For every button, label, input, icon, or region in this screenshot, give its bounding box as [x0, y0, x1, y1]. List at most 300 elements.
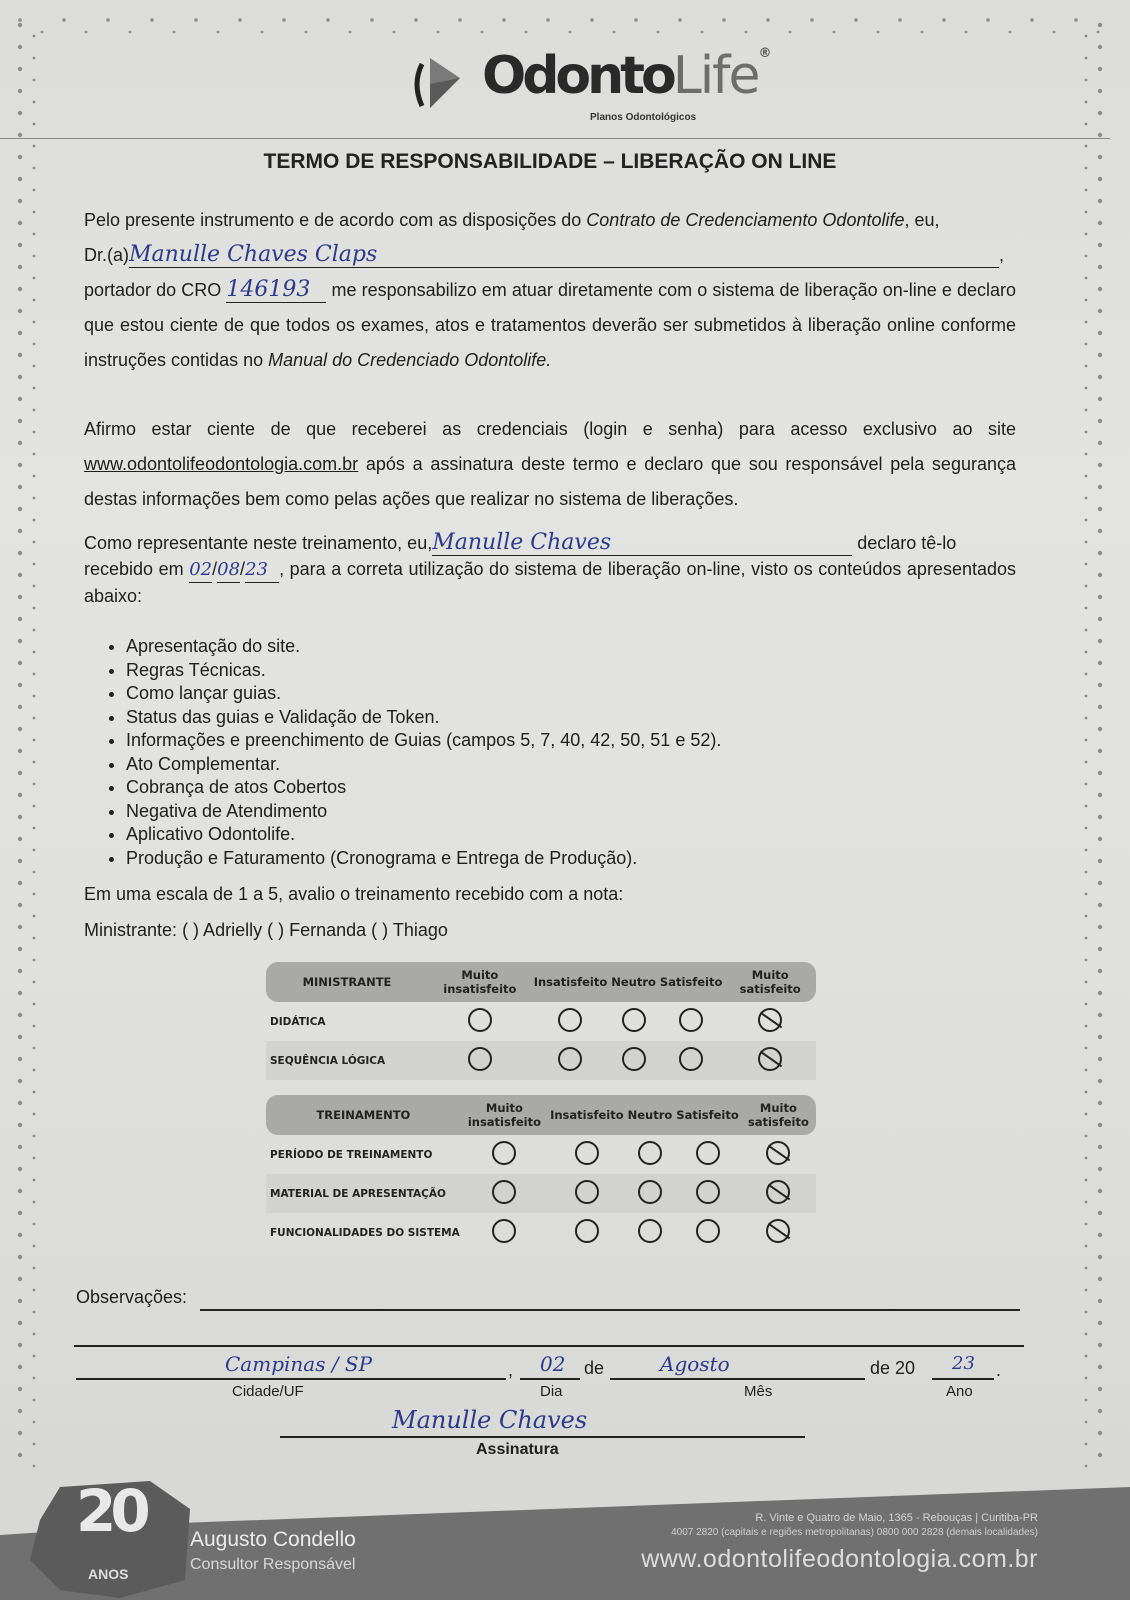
decorative-dot	[33, 1135, 36, 1138]
decorative-dot	[33, 783, 36, 786]
rating-cell	[724, 1002, 816, 1041]
month-field[interactable]	[610, 1378, 865, 1380]
radio-option[interactable]	[492, 1180, 516, 1204]
decorative-dot	[481, 31, 484, 34]
rating-cell	[548, 1135, 626, 1174]
decorative-dot	[1098, 793, 1102, 797]
rating-cell	[674, 1135, 740, 1174]
decorative-dot	[1098, 529, 1102, 533]
decorative-dot	[33, 475, 36, 478]
decorative-dot	[1085, 629, 1088, 632]
decorative-dot	[129, 31, 132, 34]
decorative-dot	[1053, 31, 1056, 34]
decorative-dot	[1098, 595, 1102, 599]
decorative-dot	[1098, 991, 1102, 995]
decorative-dot	[1098, 485, 1102, 489]
decorative-dot	[1085, 79, 1088, 82]
decorative-dot	[1098, 705, 1102, 709]
decorative-dot	[18, 617, 22, 621]
decorative-dot	[1098, 1167, 1102, 1171]
decorative-dot	[33, 101, 36, 104]
radio-option-selected[interactable]	[758, 1008, 782, 1032]
decorative-dot	[18, 419, 22, 423]
decorative-dot	[1085, 915, 1088, 918]
decorative-dot	[18, 969, 22, 973]
paragraph-credentials	[84, 412, 1016, 517]
decorative-dot	[1085, 1025, 1088, 1028]
logo-wordmark-bold: Odonto	[482, 46, 673, 106]
decorative-dot	[1085, 101, 1088, 104]
radio-option[interactable]	[696, 1180, 720, 1204]
decorative-dot	[1085, 211, 1088, 214]
decorative-dot	[33, 299, 36, 302]
cro-field[interactable]: 146193	[226, 278, 326, 303]
column-header: Neutro	[609, 962, 658, 1002]
decorative-dot	[1085, 255, 1088, 258]
decorative-dot	[1098, 265, 1102, 269]
decorative-dot	[33, 497, 36, 500]
decorative-dot	[33, 563, 36, 566]
decorative-dot	[921, 31, 924, 34]
decorative-dot	[33, 1047, 36, 1050]
decorative-dot	[1098, 111, 1102, 115]
decorative-dot	[18, 265, 22, 269]
anniversary-badge-word: ANOS	[88, 1566, 129, 1582]
radio-option[interactable]	[638, 1141, 662, 1165]
decorative-dot	[1085, 1003, 1088, 1006]
row-label: PERÍODO DE TREINAMENTO	[270, 1148, 433, 1161]
decorative-dot	[18, 1167, 22, 1171]
decorative-dot	[590, 18, 594, 22]
decorative-dot	[1085, 1179, 1088, 1182]
decorative-dot	[18, 881, 22, 885]
decorative-dot	[370, 18, 374, 22]
decorative-dot	[33, 211, 36, 214]
radio-option[interactable]	[638, 1180, 662, 1204]
decorative-dot	[33, 629, 36, 632]
rating-cell	[609, 1041, 658, 1080]
decorative-dot	[1085, 673, 1088, 676]
radio-option[interactable]	[575, 1141, 599, 1165]
decorative-dot	[613, 31, 616, 34]
rating-cell	[741, 1213, 816, 1252]
decorative-dot	[18, 573, 22, 577]
decorative-dot	[33, 1355, 36, 1358]
observacoes-field[interactable]	[200, 1309, 1020, 1311]
decorative-dot	[33, 1069, 36, 1072]
dr-name-field[interactable]: Manulle Chaves Claps	[129, 243, 999, 268]
odontolife-logo-icon	[412, 56, 472, 112]
received-year-field[interactable]: 23	[245, 558, 279, 583]
decorative-dot	[18, 991, 22, 995]
decorative-dot	[18, 1123, 22, 1127]
decorative-dot	[173, 31, 176, 34]
decorative-dot	[1098, 683, 1102, 687]
decorative-dot	[33, 57, 36, 60]
radio-option[interactable]	[492, 1219, 516, 1243]
decorative-dot	[33, 871, 36, 874]
paragraph-training: Como representante neste treinamento, eu,Manulle Chaves declaro tê-lo recebido em 02/08/23 , para a correta utilização do sistema de liberação on-line, visto os conteúdos apresentados abaixo:	[84, 530, 1016, 606]
ministrante-label: Ministrante:	[84, 920, 178, 940]
decorative-dot	[1085, 431, 1088, 434]
row-label: DIDÁTICA	[270, 1015, 326, 1028]
decorative-dot	[18, 903, 22, 907]
decorative-dot	[18, 639, 22, 643]
decorative-dot	[1085, 717, 1088, 720]
decorative-dot	[1085, 805, 1088, 808]
signature-label: Assinatura	[476, 1441, 559, 1458]
day-field[interactable]	[520, 1378, 580, 1380]
decorative-dot	[678, 18, 682, 22]
decorative-dot	[1098, 1387, 1102, 1391]
decorative-dot	[1085, 563, 1088, 566]
decorative-dot	[18, 1277, 22, 1281]
manual-name: Manual do Credenciado Odontolife.	[268, 350, 552, 370]
decorative-dot	[458, 18, 462, 22]
decorative-dot	[1098, 969, 1102, 973]
decorative-dot	[1098, 507, 1102, 511]
decorative-dot	[33, 1157, 36, 1160]
rating-cell	[461, 1213, 548, 1252]
decorative-dot	[18, 661, 22, 665]
decorative-dot	[1085, 1355, 1088, 1358]
decorative-dot	[1085, 959, 1088, 962]
decorative-dot	[1009, 31, 1012, 34]
list-item: • Produção e Faturamento (Cronograma e Entrega de Produção).	[126, 847, 721, 871]
decorative-dot	[18, 111, 22, 115]
decorative-dot	[33, 1289, 36, 1292]
decorative-dot	[1098, 441, 1102, 445]
rating-cell	[626, 1213, 675, 1252]
decorative-dot	[1085, 1113, 1088, 1116]
decorative-dot	[657, 31, 660, 34]
table-row	[266, 1041, 816, 1080]
decorative-dot	[18, 1079, 22, 1083]
radio-option[interactable]	[622, 1047, 646, 1071]
list-item: • Apresentação do site.	[126, 635, 721, 659]
radio-option[interactable]	[492, 1141, 516, 1165]
received-month-field[interactable]: 08	[217, 558, 240, 583]
signature-field[interactable]	[280, 1436, 805, 1438]
rating-cell	[741, 1174, 816, 1213]
table-header-treinamento: TREINAMENTO	[266, 1095, 461, 1135]
decorative-dot	[1098, 1101, 1102, 1105]
decorative-dot	[33, 1399, 36, 1402]
decorative-dot	[18, 1189, 22, 1193]
row-label: FUNCIONALIDADES DO SISTEMA	[270, 1226, 460, 1239]
decorative-dot	[18, 243, 22, 247]
decorative-dot	[33, 1311, 36, 1314]
decorative-dot	[766, 18, 770, 22]
observacoes-field-line-2[interactable]	[74, 1345, 1024, 1347]
decorative-dot	[1098, 1057, 1102, 1061]
decorative-dot	[1098, 375, 1102, 379]
decorative-dot	[1085, 123, 1088, 126]
p1-text-c: me responsabilizo em atuar diretamente com o sistema de liberação on-line e declaro que estou ciente de que todos os exames, atos e tratamentos deverão ser submetidos à liberação online conforme instruções contidas no	[84, 280, 1016, 370]
decorative-dot	[1098, 1145, 1102, 1149]
decorative-dot	[1098, 243, 1102, 247]
decorative-dot	[33, 1201, 36, 1204]
column-header: Muito satisfeito	[724, 962, 816, 1002]
decorative-dot	[1098, 1321, 1102, 1325]
decorative-dot	[1085, 57, 1088, 60]
decorative-dot	[33, 123, 36, 126]
list-item: • Informações e preenchimento de Guias (campos 5, 7, 40, 42, 50, 51 e 52).	[126, 729, 721, 753]
received-day-field[interactable]: 02	[189, 558, 212, 583]
decorative-dot	[1085, 1443, 1088, 1446]
decorative-dot	[18, 177, 22, 181]
radio-option[interactable]	[558, 1047, 582, 1071]
radio-option[interactable]	[468, 1047, 492, 1071]
column-header: Insatisfeito	[548, 1095, 626, 1135]
radio-option-selected[interactable]	[758, 1047, 782, 1071]
decorative-dot	[1085, 695, 1088, 698]
decorative-dot	[1085, 739, 1088, 742]
decorative-dot	[1098, 1189, 1102, 1193]
rating-cell	[461, 1174, 548, 1213]
registered-mark: ®	[758, 46, 772, 61]
radio-option-selected[interactable]	[766, 1219, 790, 1243]
p2-text-a: Afirmo estar ciente de que receberei as credenciais (login e senha) para acesso exclusivo ao site	[84, 419, 1016, 439]
decorative-dot	[1085, 453, 1088, 456]
rating-cell	[626, 1135, 675, 1174]
decorative-dot	[33, 695, 36, 698]
list-item: • Regras Técnicas.	[126, 659, 721, 683]
radio-option[interactable]	[558, 1008, 582, 1032]
decorative-dot	[1098, 1211, 1102, 1215]
decorative-dot	[437, 31, 440, 34]
decorative-dot	[1098, 881, 1102, 885]
representative-name-field[interactable]: Manulle Chaves	[432, 531, 852, 556]
ministrante-option-thiago[interactable]: ( ) Thiago	[371, 920, 448, 940]
radio-option[interactable]	[638, 1219, 662, 1243]
radio-option-selected[interactable]	[766, 1141, 790, 1165]
decorative-dot	[18, 837, 22, 841]
row-label: SEQUÊNCIA LÓGICA	[266, 1041, 428, 1080]
decorative-dot	[18, 727, 22, 731]
decorative-dot	[1098, 177, 1102, 181]
ministrante-option-adrielly[interactable]: ( ) Adrielly	[182, 920, 263, 940]
decorative-dot	[33, 321, 36, 324]
decorative-dot	[701, 31, 704, 34]
radio-option[interactable]	[622, 1008, 646, 1032]
decorative-dot	[1085, 233, 1088, 236]
radio-option[interactable]	[575, 1219, 599, 1243]
decorative-dot	[18, 705, 22, 709]
decorative-dot	[1098, 1277, 1102, 1281]
decorative-dot	[33, 343, 36, 346]
decorative-dot	[62, 18, 66, 22]
paragraph-declaration: Pelo presente instrumento e de acordo com as disposições do Contrato de Credenciamento Odontolife, eu, Dr.(a)Manulle Chaves Claps , portador do CRO 146193 me responsabilizo em atuar diretamente com o sistema de liberação on-line e declaro que estou ciente de que todos os exames, atos e tratamentos deverão ser submetidos à liberação online conforme instruções contidas no Manual do Credenciado Odontolife.	[84, 210, 1016, 370]
decorative-dot	[569, 31, 572, 34]
footer-website[interactable]: www.odontolifeodontologia.com.br	[641, 1545, 1038, 1573]
decorative-dot	[833, 31, 836, 34]
de-label-1: de	[584, 1358, 605, 1378]
decorative-dot	[18, 1321, 22, 1325]
decorative-dot	[1098, 815, 1102, 819]
decorative-dot	[1098, 331, 1102, 335]
decorative-dot	[33, 739, 36, 742]
company-phones: 4007 2820 (capitais e regiões metropolitanas) 0800 000 2828 (demais localidades)	[671, 1527, 1038, 1538]
decorative-dot	[1085, 761, 1088, 764]
decorative-dot	[1085, 497, 1088, 500]
decorative-dot	[810, 18, 814, 22]
topics-list	[84, 635, 721, 870]
decorative-dot	[1098, 419, 1102, 423]
decorative-dot	[1098, 1299, 1102, 1303]
column-header: Insatisfeito	[532, 962, 610, 1002]
decorative-dot	[1074, 18, 1078, 22]
decorative-dot	[33, 277, 36, 280]
decorative-dot	[18, 287, 22, 291]
radio-option[interactable]	[575, 1180, 599, 1204]
decorative-dot	[33, 1025, 36, 1028]
decorative-dot	[1085, 519, 1088, 522]
day-label: Dia	[540, 1383, 563, 1400]
decorative-dot	[18, 375, 22, 379]
radio-option[interactable]	[696, 1219, 720, 1243]
decorative-dot	[1085, 35, 1088, 38]
decorative-dot	[546, 18, 550, 22]
year-value: 23	[952, 1353, 975, 1374]
decorative-dot	[1085, 585, 1088, 588]
decorative-dot	[1085, 365, 1088, 368]
radio-option-selected[interactable]	[766, 1180, 790, 1204]
decorative-dot	[1085, 343, 1088, 346]
rating-cell	[548, 1213, 626, 1252]
decorative-dot	[1085, 1399, 1088, 1402]
year-field[interactable]	[932, 1378, 994, 1380]
decorative-dot	[85, 31, 88, 34]
decorative-dot	[18, 1013, 22, 1017]
decorative-dot	[1098, 903, 1102, 907]
decorative-dot	[33, 189, 36, 192]
decorative-dot	[1098, 353, 1102, 357]
ministrante-option-fernanda[interactable]: ( ) Fernanda	[267, 920, 367, 940]
decorative-dot	[33, 1377, 36, 1380]
decorative-dot	[33, 585, 36, 588]
decorative-dot	[722, 18, 726, 22]
decorative-dot	[33, 981, 36, 984]
decorative-dot	[33, 673, 36, 676]
decorative-dot	[18, 749, 22, 753]
de-label-2: de 20	[870, 1358, 916, 1378]
decorative-dot	[525, 31, 528, 34]
decorative-dot	[877, 31, 880, 34]
decorative-dot	[33, 607, 36, 610]
decorative-dot	[1098, 89, 1102, 93]
city-field[interactable]	[76, 1378, 506, 1380]
decorative-dot	[18, 1299, 22, 1303]
consultant-role: Consultor Responsável	[190, 1556, 356, 1573]
decorative-dot	[745, 31, 748, 34]
signature-value: Manulle Chaves	[392, 1406, 588, 1434]
radio-option[interactable]	[679, 1008, 703, 1032]
decorative-dot	[1098, 1013, 1102, 1017]
decorative-dot	[1098, 1453, 1102, 1457]
decorative-dot	[1085, 607, 1088, 610]
radio-option[interactable]	[679, 1047, 703, 1071]
decorative-dot	[1085, 783, 1088, 786]
rating-cell	[674, 1174, 740, 1213]
decorative-dot	[33, 849, 36, 852]
decorative-dot	[18, 815, 22, 819]
decorative-dot	[217, 31, 220, 34]
decorative-dot	[33, 1267, 36, 1270]
decorative-dot	[1098, 1233, 1102, 1237]
decorative-dot	[18, 683, 22, 687]
decorative-dot	[965, 31, 968, 34]
decorative-dot	[33, 79, 36, 82]
decorative-dot	[18, 45, 22, 49]
decorative-dot	[1098, 837, 1102, 841]
decorative-dot	[1085, 871, 1088, 874]
decorative-dot	[18, 529, 22, 533]
website-link[interactable]: www.odontolifeodontologia.com.br	[84, 454, 359, 474]
decorative-dot	[1085, 1421, 1088, 1424]
rating-cell	[674, 1213, 740, 1252]
decorative-dot	[33, 717, 36, 720]
company-address: R. Vinte e Quatro de Maio, 1365 - Rebouças | Curitiba-PR	[755, 1512, 1038, 1524]
decorative-dot	[18, 18, 22, 22]
decorative-dot	[18, 551, 22, 555]
decorative-dot	[282, 18, 286, 22]
decorative-dot	[1098, 551, 1102, 555]
decorative-dot	[33, 519, 36, 522]
header-divider	[0, 138, 1110, 139]
anniversary-badge-number: 20	[76, 1477, 145, 1545]
p1-text-a: Pelo presente instrumento e de acordo com as disposições do	[84, 210, 587, 230]
list-item: • Aplicativo Odontolife.	[126, 823, 721, 847]
decorative-dot	[1098, 287, 1102, 291]
decorative-dot	[393, 31, 396, 34]
decorative-dot	[18, 89, 22, 93]
rating-cell	[609, 1002, 658, 1041]
p3-text-b: declaro tê-lo	[852, 533, 957, 553]
decorative-dot	[1085, 849, 1088, 852]
table-header-ministrante: MINISTRANTE	[266, 962, 428, 1002]
decorative-dot	[1098, 749, 1102, 753]
decorative-dot	[18, 1365, 22, 1369]
decorative-dot	[33, 145, 36, 148]
decorative-dot	[1085, 387, 1088, 390]
decorative-dot	[854, 18, 858, 22]
decorative-dot	[1085, 1311, 1088, 1314]
cro-label: portador do CRO	[84, 280, 222, 300]
decorative-dot	[18, 925, 22, 929]
rating-cell	[461, 1135, 548, 1174]
column-header: Muito insatisfeito	[428, 962, 532, 1002]
p3-text-c: , para a correta utilização do sistema de liberação on-line, visto os conteúdos apresentados abaixo:	[84, 559, 1016, 606]
ministrante-selector	[84, 920, 448, 941]
decorative-dot	[1085, 651, 1088, 654]
decorative-dot	[33, 387, 36, 390]
table-row	[266, 1174, 816, 1213]
city-value: Campinas / SP	[225, 1352, 373, 1376]
list-item: • Ato Complementar.	[126, 753, 721, 777]
decorative-dot	[18, 1409, 22, 1413]
rating-cell	[428, 1041, 532, 1080]
decorative-dot	[18, 67, 22, 71]
radio-option[interactable]	[468, 1008, 492, 1032]
decorative-dot	[18, 859, 22, 863]
decorative-dot	[1098, 133, 1102, 137]
decorative-dot	[18, 1057, 22, 1061]
radio-option[interactable]	[696, 1141, 720, 1165]
decorative-dot	[1085, 277, 1088, 280]
decorative-dot	[18, 595, 22, 599]
decorative-dot	[326, 18, 330, 22]
